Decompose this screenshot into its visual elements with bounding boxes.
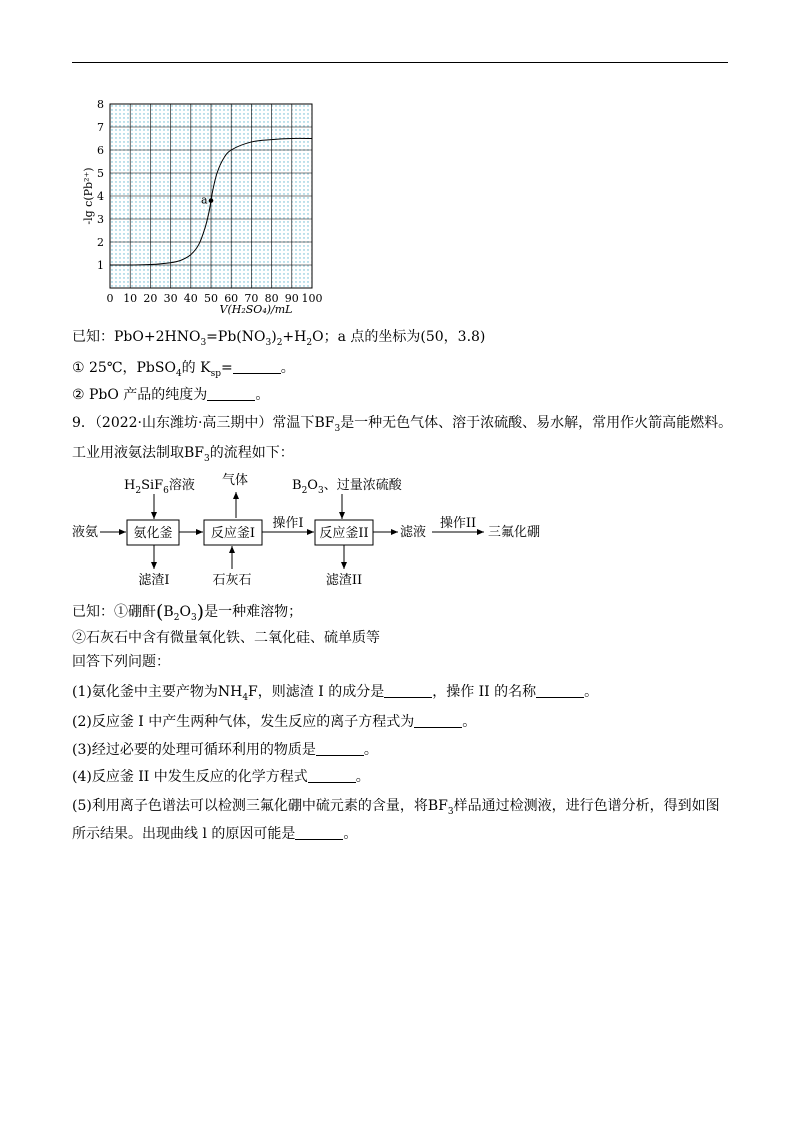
answer-blank[interactable]: [536, 683, 584, 698]
gas-output: 气体: [222, 473, 249, 488]
y-axis-label: -lg c(Pb²⁺): [82, 167, 95, 225]
y-tick-label: 8: [97, 98, 104, 111]
x-tick-label: 40: [183, 292, 198, 305]
known-equation: 已知：$PbO+2HNO_3=Pb(NO_3)_2+H_2O$；a 点的坐标为(50，3.8): [72, 329, 486, 348]
start-liquid-ammonia: 液氨: [72, 525, 99, 540]
question-1: (1)氨化釜中主要产物为$NH_4F$，则滤渣 I 的成分是 ，操作 II 的名称 。: [72, 684, 599, 703]
svg-text:反应釜I: 反应釜I: [210, 526, 256, 541]
question-5-cont: 所示结果。出现曲线 l 的原因可能是 。: [72, 826, 358, 842]
x-tick-label: 90: [284, 292, 299, 305]
answer-blank[interactable]: [233, 359, 281, 374]
question-4: (4)反应釜 II 中发生反应的化学方程式 。: [72, 769, 370, 785]
known-boric-anhydride: 已知：①硼酐$(B_2O_3)$是一种难溶物；: [72, 601, 303, 623]
svg-text:反应釜II: 反应釜II: [319, 526, 369, 541]
residue-2: 滤渣II: [325, 573, 363, 588]
y-tick-label: 7: [97, 121, 104, 134]
y-tick-labels: [97, 98, 104, 272]
answer-blank[interactable]: [414, 713, 462, 728]
y-tick-label: 4: [97, 190, 104, 203]
answer-blank[interactable]: [316, 741, 364, 756]
process-flow-diagram: [72, 470, 592, 594]
y-tick-label: 5: [97, 167, 104, 180]
point-a-label: a: [201, 193, 208, 207]
y-tick-label: 1: [97, 259, 104, 272]
known-limestone: ②石灰石中含有微量氧化铁、二氧化硅、硫单质等: [72, 630, 380, 646]
question-3: (3)经过必要的处理可循环利用的物质是 。: [72, 742, 378, 758]
question-purity: ② PbO 产品的纯度为 。: [72, 387, 270, 403]
problem-9-intro: 9．（2022·山东潍坊·高三期中）常温下$BF_3$是一种无色气体、溶于浓硫酸、易水解，常用作火箭高能燃料。: [72, 415, 733, 434]
titration-chart: [78, 92, 338, 320]
filtrate: 滤液: [400, 525, 427, 540]
header-rule: [72, 62, 728, 63]
y-tick-label: 6: [97, 144, 104, 157]
answer-blank[interactable]: [308, 768, 356, 783]
x-axis-label: V(H₂SO₄)/mL: [219, 303, 293, 316]
product-bf3: 三氟化硼: [488, 525, 541, 540]
answer-blank[interactable]: [295, 825, 343, 840]
y-tick-label: 3: [97, 213, 104, 226]
residue-1: 滤渣I: [138, 573, 170, 588]
question-2: (2)反应釜 I 中产生两种气体，发生反应的离子方程式为 。: [72, 714, 477, 730]
x-tick-label: 80: [264, 292, 279, 305]
x-tick-label: 50: [204, 292, 218, 305]
operation-2-label: 操作II: [439, 516, 477, 531]
x-tick-label: 30: [163, 292, 178, 305]
answer-blank[interactable]: [207, 386, 255, 401]
x-tick-label: 10: [123, 292, 138, 305]
question-ksp: ① 25℃，PbSO$_4$的 $K_{sp}=$ 。: [72, 360, 295, 379]
svg-text:氨化釜: 氨化釜: [133, 526, 173, 541]
x-tick-label: 0: [106, 292, 114, 305]
answer-blank[interactable]: [384, 683, 432, 698]
problem-9-flow-intro: 工业用液氨法制取$BF_3$的流程如下：: [72, 445, 294, 464]
question-5: (5)利用离子色谱法可以检测三氟化硼中硫元素的含量，将$BF_3$样品通过检测液，进行色谱分析，得到如图: [72, 798, 720, 817]
point-a: [209, 198, 214, 203]
input-b2o3-h2so4: $B_2O_3$、过量浓硫酸: [292, 478, 402, 496]
input-h2sif6: $H_2SiF_6$溶液: [124, 478, 195, 496]
x-tick-label: 100: [301, 292, 323, 305]
x-tick-label: 20: [143, 292, 158, 305]
x-tick-label: 70: [244, 292, 259, 305]
input-limestone: 石灰石: [212, 573, 252, 588]
y-tick-label: 2: [97, 236, 104, 249]
x-tick-label: 60: [224, 292, 239, 305]
operation-1-label: 操作I: [272, 516, 304, 531]
answer-prompt: 回答下列问题：: [72, 654, 170, 670]
